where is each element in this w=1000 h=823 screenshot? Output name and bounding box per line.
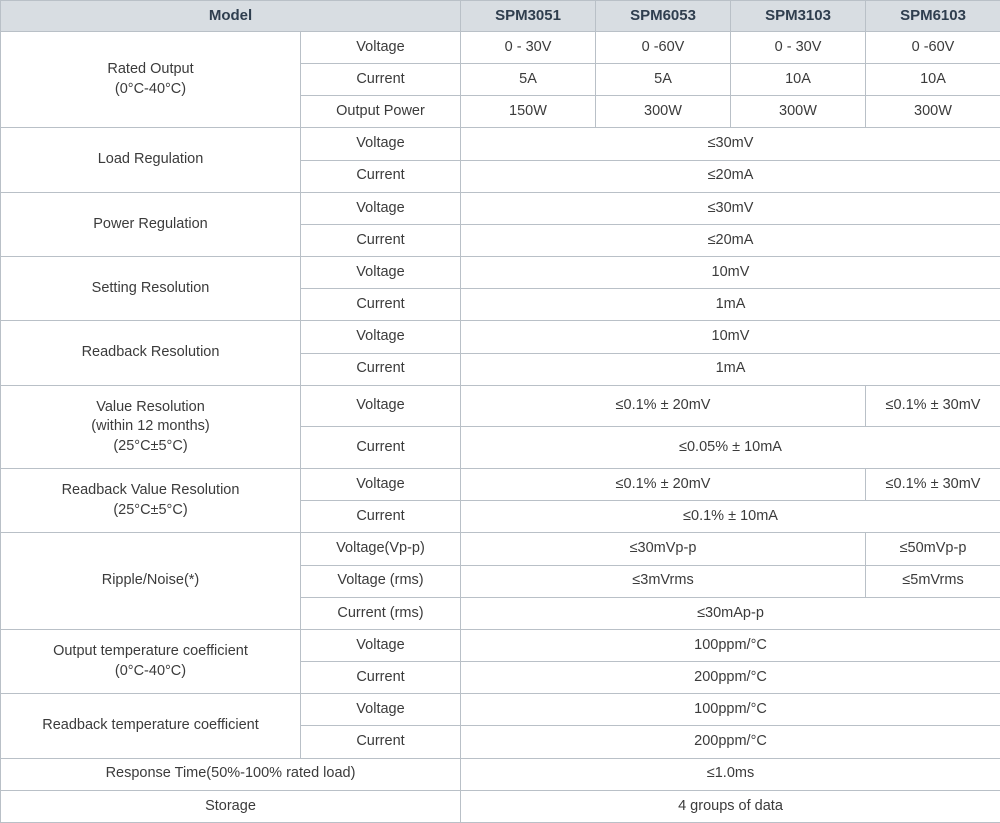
parameter-line: (within 12 months) bbox=[91, 418, 210, 435]
subparameter-cell: Voltage bbox=[301, 321, 461, 353]
value-cell: ≤0.1% ± 30mV bbox=[866, 385, 1000, 427]
value-cell: 100ppm/°C bbox=[461, 694, 1000, 726]
parameter-line: Readback temperature coefficient bbox=[42, 717, 259, 734]
subparameter-cell: Output Power bbox=[301, 96, 461, 128]
subparameter-cell: Voltage bbox=[301, 629, 461, 661]
parameter-cell bbox=[1, 192, 301, 256]
parameter-cell bbox=[1, 257, 301, 321]
value-cell: ≤30mV bbox=[461, 192, 1000, 224]
value-cell: ≤0.1% ± 20mV bbox=[461, 385, 866, 427]
value-cell: ≤0.1% ± 10mA bbox=[461, 501, 1000, 533]
value-cell: ≤30mVp-p bbox=[461, 533, 866, 565]
value-cell: 0 -60V bbox=[596, 32, 731, 64]
parameter-line: (0°C-40°C) bbox=[114, 662, 187, 679]
parameter-cell bbox=[1, 321, 301, 385]
subparameter-cell: Voltage bbox=[301, 257, 461, 289]
subparameter-cell: Current bbox=[301, 224, 461, 256]
value-cell: 300W bbox=[596, 96, 731, 128]
value-cell: ≤3mVrms bbox=[461, 565, 866, 597]
parameter-line: Ripple/Noise(*) bbox=[101, 572, 200, 589]
parameter-line: (25°C±5°C) bbox=[113, 501, 188, 518]
parameter-line: (25°C±5°C) bbox=[113, 437, 188, 454]
subparameter-cell: Current bbox=[301, 427, 461, 469]
parameter-line: Rated Output bbox=[107, 61, 194, 78]
subparameter-cell: Voltage (rms) bbox=[301, 565, 461, 597]
header-model-spm3103: SPM3103 bbox=[731, 1, 866, 32]
table-row bbox=[1, 257, 1000, 289]
subparameter-cell: Voltage bbox=[301, 694, 461, 726]
value-cell: 300W bbox=[731, 96, 866, 128]
value-cell: ≤0.1% ± 20mV bbox=[461, 469, 866, 501]
value-cell: 0 -60V bbox=[866, 32, 1000, 64]
parameter-cell bbox=[1, 469, 301, 533]
value-cell: 10mV bbox=[461, 321, 1000, 353]
value-cell: 5A bbox=[596, 64, 731, 96]
subparameter-cell: Voltage(Vp-p) bbox=[301, 533, 461, 565]
table-row bbox=[1, 128, 1000, 160]
value-cell: 10A bbox=[866, 64, 1000, 96]
table-header bbox=[1, 1, 1000, 32]
value-cell: 200ppm/°C bbox=[461, 726, 1000, 758]
value-cell: 0 - 30V bbox=[731, 32, 866, 64]
header-model-spm6103: SPM6103 bbox=[866, 1, 1000, 32]
table-body bbox=[1, 32, 1000, 823]
subparameter-cell: Voltage bbox=[301, 192, 461, 224]
value-cell: 100ppm/°C bbox=[461, 629, 1000, 661]
subparameter-cell: Current bbox=[301, 64, 461, 96]
subparameter-cell: Current bbox=[301, 662, 461, 694]
subparameter-cell: Current bbox=[301, 501, 461, 533]
value-cell: 10mV bbox=[461, 257, 1000, 289]
subparameter-cell: Current bbox=[301, 726, 461, 758]
subparameter-cell: Current bbox=[301, 289, 461, 321]
subparameter-cell: Current (rms) bbox=[301, 597, 461, 629]
value-cell: ≤30mAp-p bbox=[461, 597, 1000, 629]
value-cell: 300W bbox=[866, 96, 1000, 128]
parameter-cell bbox=[1, 758, 461, 790]
value-cell: 0 - 30V bbox=[461, 32, 596, 64]
parameter-line: (0°C-40°C) bbox=[114, 80, 187, 97]
table-row bbox=[1, 533, 1000, 565]
parameter-cell bbox=[1, 128, 301, 192]
parameter-line: Load Regulation bbox=[97, 151, 204, 168]
value-cell: ≤20mA bbox=[461, 160, 1000, 192]
header-model-spm3051: SPM3051 bbox=[461, 1, 596, 32]
parameter-cell bbox=[1, 32, 301, 128]
parameter-cell bbox=[1, 694, 301, 758]
value-cell: 1mA bbox=[461, 353, 1000, 385]
subparameter-cell: Voltage bbox=[301, 469, 461, 501]
header-model-spm6053: SPM6053 bbox=[596, 1, 731, 32]
value-cell: ≤1.0ms bbox=[461, 758, 1000, 790]
table-row bbox=[1, 192, 1000, 224]
subparameter-cell: Voltage bbox=[301, 128, 461, 160]
parameter-line: Response Time(50%-100% rated load) bbox=[105, 765, 356, 782]
table-row bbox=[1, 32, 1000, 64]
value-cell: 1mA bbox=[461, 289, 1000, 321]
header-row bbox=[1, 1, 1000, 32]
parameter-line: Setting Resolution bbox=[91, 279, 210, 296]
table-row bbox=[1, 321, 1000, 353]
parameter-line: Readback Value Resolution bbox=[61, 482, 240, 499]
value-cell: ≤0.05% ± 10mA bbox=[461, 427, 1000, 469]
value-cell: 200ppm/°C bbox=[461, 662, 1000, 694]
parameter-cell bbox=[1, 790, 461, 822]
value-cell: 150W bbox=[461, 96, 596, 128]
subparameter-cell: Current bbox=[301, 353, 461, 385]
parameter-line: Value Resolution bbox=[96, 398, 205, 415]
value-cell: ≤50mVp-p bbox=[866, 533, 1000, 565]
table-row bbox=[1, 758, 1000, 790]
subparameter-cell: Current bbox=[301, 160, 461, 192]
value-cell: ≤30mV bbox=[461, 128, 1000, 160]
parameter-cell bbox=[1, 385, 301, 468]
table-row bbox=[1, 629, 1000, 661]
subparameter-cell: Voltage bbox=[301, 385, 461, 427]
value-cell: 5A bbox=[461, 64, 596, 96]
subparameter-cell: Voltage bbox=[301, 32, 461, 64]
value-cell: 10A bbox=[731, 64, 866, 96]
value-cell: ≤20mA bbox=[461, 224, 1000, 256]
table-row bbox=[1, 790, 1000, 822]
parameter-cell bbox=[1, 533, 301, 629]
parameter-line: Storage bbox=[205, 797, 256, 814]
value-cell: 4 groups of data bbox=[461, 790, 1000, 822]
table-row bbox=[1, 385, 1000, 427]
parameter-line: Power Regulation bbox=[93, 215, 208, 232]
value-cell: ≤0.1% ± 30mV bbox=[866, 469, 1000, 501]
parameter-cell bbox=[1, 629, 301, 693]
parameter-line: Output temperature coefficient bbox=[53, 642, 248, 659]
header-model: Model bbox=[1, 1, 461, 32]
table-row bbox=[1, 469, 1000, 501]
value-cell: ≤5mVrms bbox=[866, 565, 1000, 597]
table-row bbox=[1, 694, 1000, 726]
parameter-line: Readback Resolution bbox=[81, 344, 220, 361]
